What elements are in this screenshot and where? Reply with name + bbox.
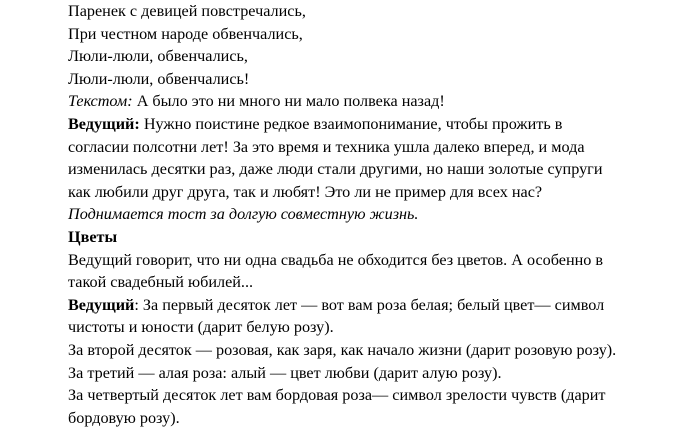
intro-line: Ведущий говорит, что ни одна свадьба не обходится без цветов. А особенно в — [68, 250, 604, 269]
document-page — [68, 0, 668, 429]
host-paragraph-line: как любили друг друга, так и любят! Это ли не пример для всех нас? — [68, 182, 543, 201]
decade-line: За третий — алая роза: алый — цвет любви (дарит алую розу). — [68, 363, 502, 382]
decade-line: За второй десяток — розовая, как заря, как начало жизни (дарит розовую розу). — [68, 340, 617, 359]
host-paragraph-line: чистоты и юности (дарит белую розу). — [68, 318, 334, 337]
text-note — [68, 90, 668, 113]
text-note-text: А было это ни много ни мало полвека назад! — [132, 92, 445, 111]
verse-line: Паренек с девицей повстречались, — [68, 2, 306, 20]
verse-line: Люли-люли, обвенчались, — [68, 47, 248, 66]
section-heading: Цветы — [68, 227, 118, 246]
host-paragraph-line: согласии полсотни лет! За это время и техника ушла далеко вперед, и мода — [68, 137, 585, 156]
host-text: Нужно поистине редкое взаимопонимание, чтобы прожить в — [139, 114, 563, 133]
host-text: : За первый десяток лет — вот вам роза белая; белый цвет— символ — [134, 295, 605, 314]
verse-line: При честном народе обвенчались, — [68, 24, 303, 43]
toast-stage-direction: Поднимается тост за долгую совместную жизнь. — [68, 205, 419, 224]
text-note-label: Текстом: — [68, 92, 133, 111]
host-paragraph-line — [68, 294, 668, 317]
intro-line: такой свадебный юбилей... — [68, 273, 254, 292]
verse-line: Люли-люли, обвенчались! — [68, 69, 250, 88]
decade-line: бордовую розу). — [68, 408, 180, 427]
host-paragraph-line — [68, 113, 668, 136]
host-speaker-label: Ведущий — [68, 295, 135, 314]
decade-line: За четвертый десяток лет вам бордовая роза— символ зрелости чувств (дарит — [68, 386, 606, 405]
host-paragraph-line: изменилась десятки раз, даже люди стали другими, но наши золотые супруги — [68, 160, 603, 179]
host-speaker-label: Ведущий: — [68, 114, 140, 133]
